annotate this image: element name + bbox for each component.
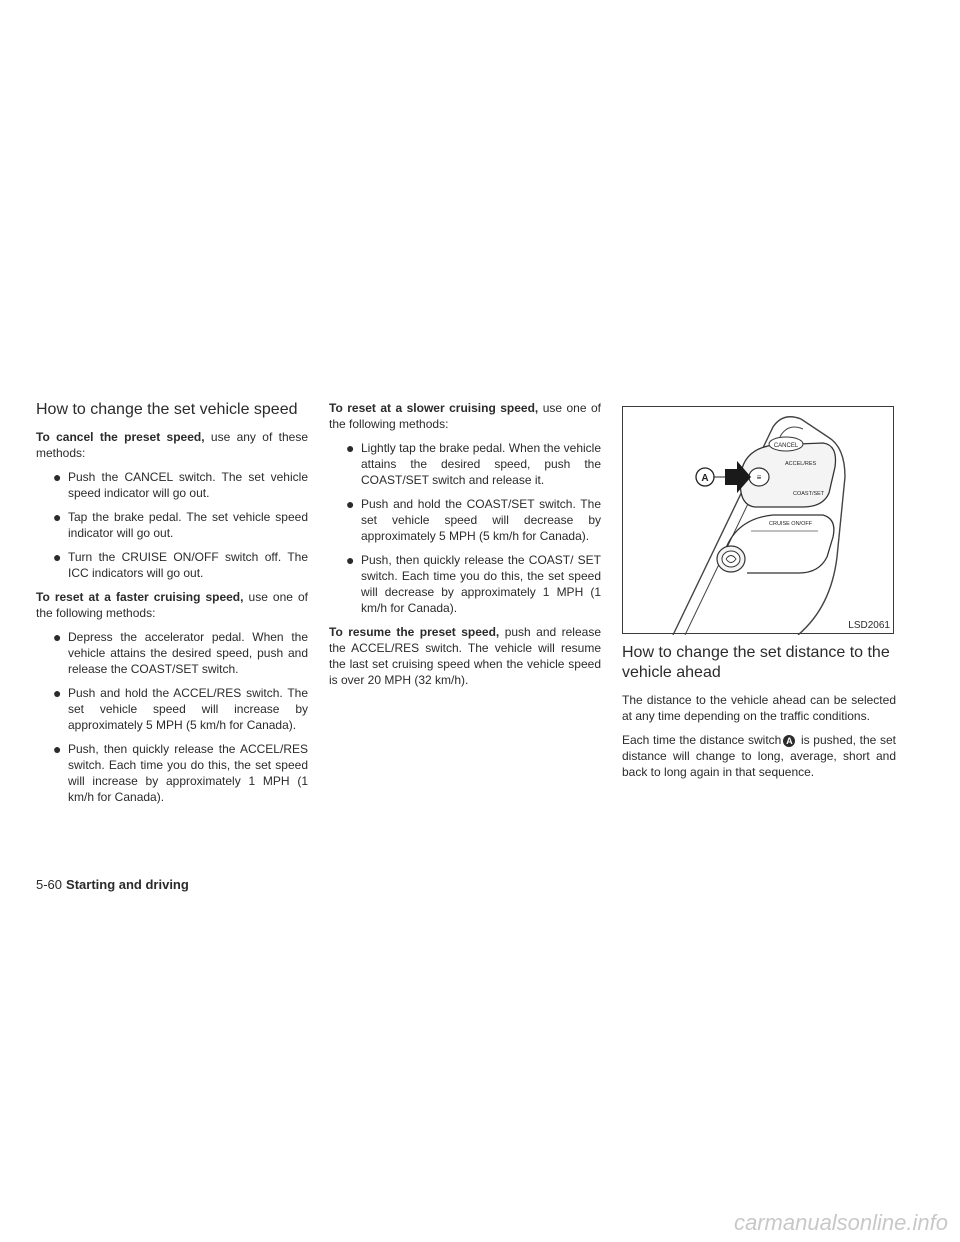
slower-intro: To reset at a slower cruising speed, use one of the following methods: bbox=[329, 401, 601, 431]
section-heading-change-distance: How to change the set distance to the vehicle ahead bbox=[622, 644, 890, 681]
list-item: ● Push and hold the COAST/SET switch. The set vehicle speed will decrease by approximately 5 MPH (5 km/h for Canada). bbox=[346, 496, 601, 543]
steering-switch-illustration bbox=[623, 407, 895, 635]
column-middle bbox=[329, 400, 601, 696]
coast-label: COAST/SET bbox=[793, 491, 825, 497]
column-right bbox=[622, 406, 896, 788]
cancel-methods-list bbox=[36, 469, 308, 581]
list-item: ● Push, then quickly release the ACCEL/RES switch. Each time you do this, the set speed will increase by approximately 1 MPH (1 km/h for Canada). bbox=[53, 741, 308, 804]
distance-paragraph-1: The distance to the vehicle ahead can be selected at any time depending on the traffic conditions. bbox=[622, 693, 896, 723]
list-item: ● Push and hold the ACCEL/RES switch. The set vehicle speed will increase by approximately 5 MPH (5 km/h for Canada). bbox=[53, 685, 308, 732]
page-number: 5-60 bbox=[36, 877, 63, 892]
callout-a-label: A bbox=[701, 473, 709, 484]
bullet-icon: ● bbox=[53, 549, 62, 565]
steering-switch-figure bbox=[622, 406, 894, 634]
bullet-icon: ● bbox=[53, 685, 62, 701]
callout-a-inline-icon: A bbox=[783, 735, 795, 747]
bullet-icon: ● bbox=[53, 741, 62, 757]
list-item: ● Turn the CRUISE ON/OFF switch off. The ICC indicators will go out. bbox=[53, 549, 308, 580]
resume-paragraph: To resume the preset speed, push and release the ACCEL/RES switch. The vehicle will resume the last set cruising speed when the vehicle speed is over 20 MPH (32 km/h). bbox=[329, 625, 601, 687]
accel-label: ACCEL/RES bbox=[785, 461, 817, 467]
list-item: ● Push, then quickly release the COAST/ SET switch. Each time you do this, the set speed will decrease by approximately 1 MPH (1 km/h for Canada). bbox=[346, 552, 601, 615]
watermark: carmanualsonline.info bbox=[733, 1210, 948, 1235]
cancel-label: CANCEL bbox=[773, 443, 799, 449]
bullet-icon: ● bbox=[346, 496, 355, 512]
page-footer bbox=[36, 877, 189, 892]
bullet-icon: ● bbox=[53, 629, 62, 645]
list-item: ● Push the CANCEL switch. The set vehicle speed indicator will go out. bbox=[53, 469, 308, 500]
faster-intro: To reset at a faster cruising speed, use one of the following methods: bbox=[36, 590, 308, 620]
list-item: ● Tap the brake pedal. The set vehicle speed indicator will go out. bbox=[53, 509, 308, 540]
section-title: Starting and driving bbox=[66, 877, 189, 892]
bullet-icon: ● bbox=[346, 552, 355, 568]
cancel-intro: To cancel the preset speed, use any of these methods: bbox=[36, 430, 308, 460]
bullet-icon: ● bbox=[346, 440, 355, 456]
list-item: ● Lightly tap the brake pedal. When the vehicle attains the desired speed, push the COAST/SET switch and release it. bbox=[346, 440, 601, 487]
bullet-icon: ● bbox=[53, 469, 62, 485]
faster-methods-list bbox=[36, 629, 308, 805]
section-heading-change-speed: How to change the set vehicle speed bbox=[36, 401, 298, 418]
list-item: ● Depress the accelerator pedal. When the vehicle attains the desired speed, push and release the COAST/SET switch. bbox=[53, 629, 308, 676]
figure-code: LSD2061 bbox=[848, 620, 890, 631]
distance-paragraph-2: Each time the distance switch A is pushed, the set distance will change to long, average, short and back to long again in that sequence. bbox=[622, 733, 896, 779]
bullet-icon: ● bbox=[53, 509, 62, 525]
cruise-label: CRUISE ON/OFF bbox=[769, 521, 813, 527]
svg-text:≡: ≡ bbox=[756, 473, 762, 482]
slower-methods-list bbox=[329, 440, 601, 616]
column-left bbox=[36, 400, 308, 813]
